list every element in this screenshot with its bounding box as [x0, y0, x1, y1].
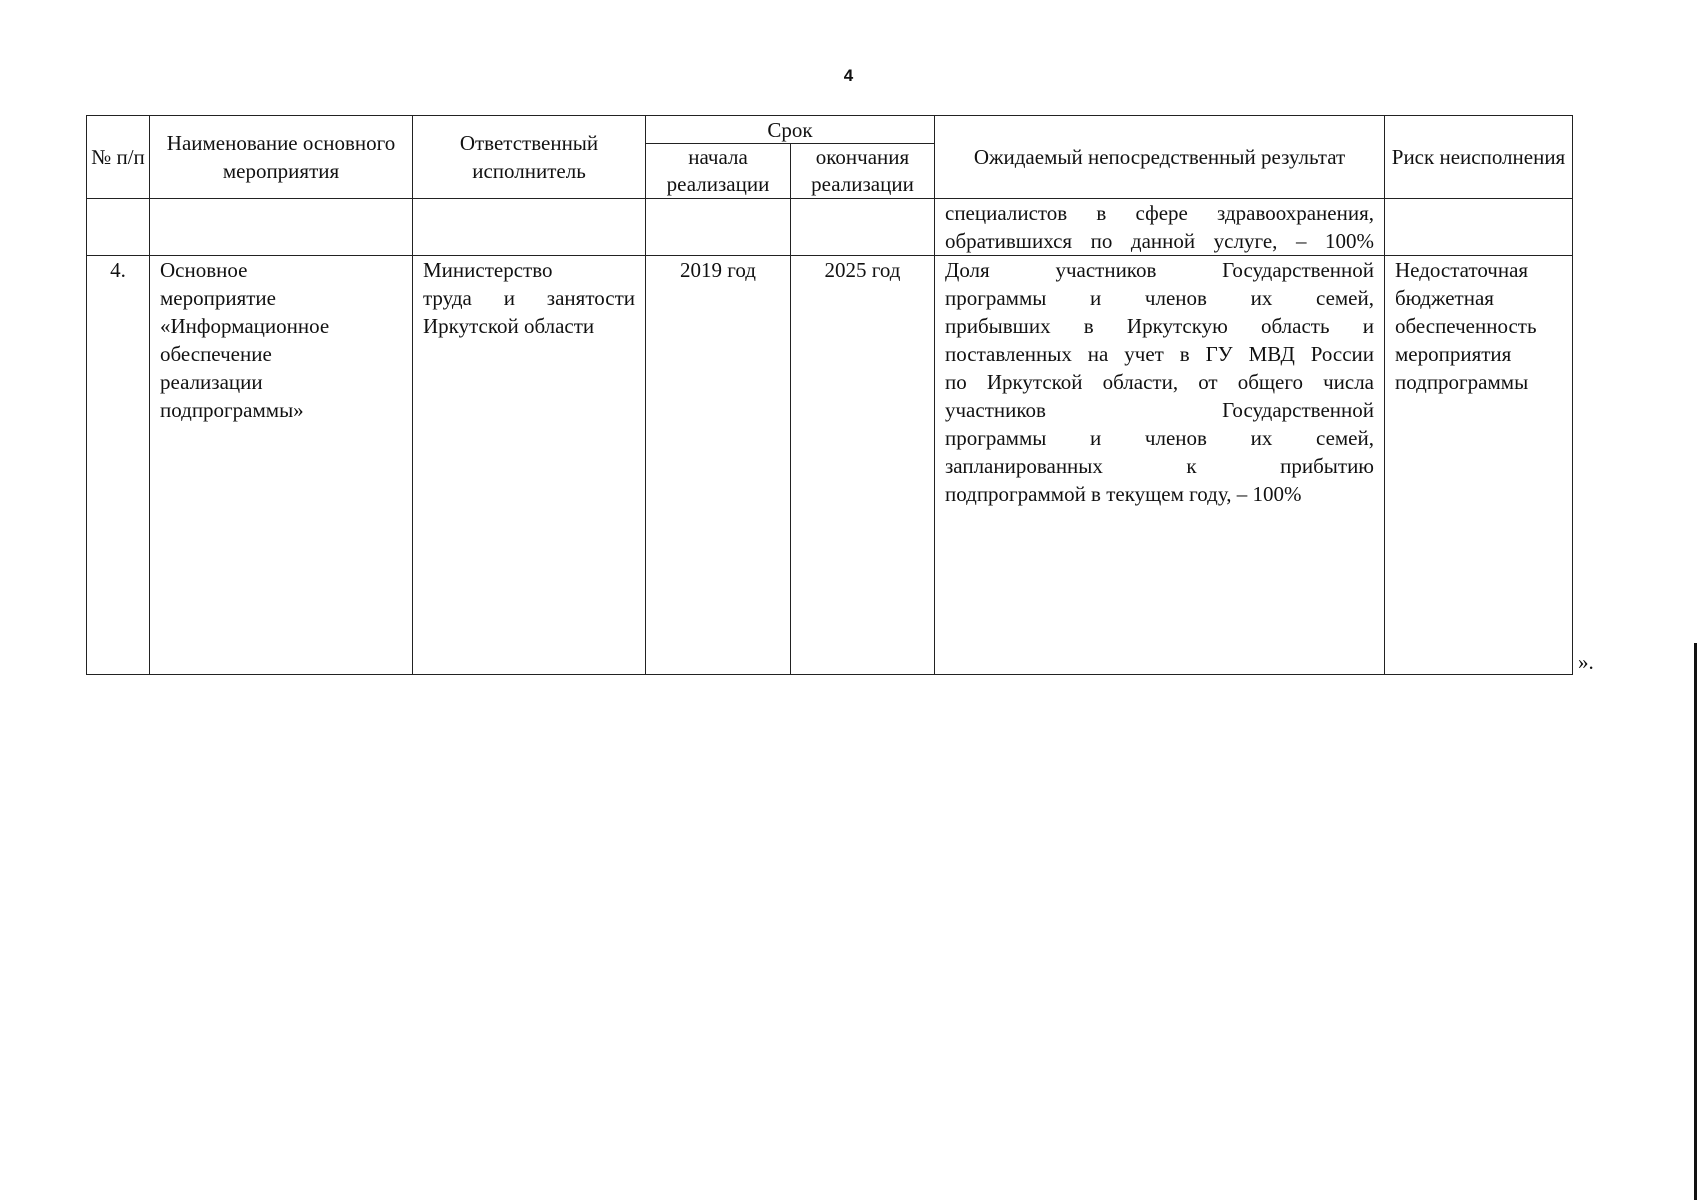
header-result: Ожидаемый непосредственный результат: [935, 116, 1385, 199]
result-line: подпрограммой в текущем году, – 100%: [945, 482, 1302, 506]
risk-line: бюджетная: [1395, 286, 1494, 310]
header-row-top: [87, 116, 1573, 144]
name-line: Основное: [160, 258, 248, 282]
risk-line: Недостаточная: [1395, 258, 1529, 282]
executor-line: Иркутской области: [423, 314, 595, 338]
cell-risk: [1385, 199, 1573, 256]
result-line: прибывших в Иркутскую область и: [945, 314, 1374, 338]
header-term-end: окончания реализации: [791, 144, 935, 199]
result-line: специалистов в сфере здравоохранения,: [945, 201, 1374, 225]
header-risk: Риск неисполнения: [1385, 116, 1573, 199]
result-line: программы и членов их семей,: [945, 286, 1374, 310]
name-line: реализации: [160, 370, 263, 394]
result-line: Доля участников Государственной: [945, 258, 1374, 282]
risk-line: подпрограммы: [1395, 370, 1529, 394]
result-line: участников Государственной: [945, 398, 1374, 422]
header-executor: Ответственный исполнитель: [413, 116, 646, 199]
table-row-continuation: [87, 199, 1573, 256]
cell-executor: [413, 199, 646, 256]
risk-line: обеспеченность: [1395, 314, 1537, 338]
name-line: подпрограммы»: [160, 398, 304, 422]
name-line: обеспечение: [160, 342, 272, 366]
cell-name: [150, 256, 413, 675]
header-term: Срок: [646, 116, 935, 144]
result-line: программы и членов их семей,: [945, 426, 1374, 450]
executor-line: Министерство: [423, 258, 553, 282]
cell-start: [646, 199, 791, 256]
activities-table: [86, 115, 1573, 675]
name-line: «Информационное: [160, 314, 330, 338]
header-name: Наименование основного мероприятия: [150, 116, 413, 199]
cell-num: [87, 199, 150, 256]
result-line: обратившихся по данной услуге, – 100%: [945, 229, 1374, 253]
header-term-start: начала реализации: [646, 144, 791, 199]
table-row-4: [87, 256, 1573, 675]
page-number: 4: [843, 66, 854, 85]
cell-result: [935, 199, 1385, 256]
cell-name: [150, 199, 413, 256]
cell-result: [935, 256, 1385, 675]
result-line: по Иркутской области, от общего числа: [945, 370, 1374, 394]
cell-end: [791, 199, 935, 256]
result-line: запланированных к прибытию: [945, 454, 1374, 478]
cell-start: 2019 год: [646, 256, 791, 675]
cell-risk: [1385, 256, 1573, 675]
result-line: поставленных на учет в ГУ МВД России: [945, 342, 1374, 366]
name-line: мероприятие: [160, 286, 276, 310]
closing-quote-mark: ».: [1578, 650, 1594, 674]
header-num: № п/п: [87, 116, 150, 199]
cell-num: 4.: [87, 256, 150, 675]
risk-line: мероприятия: [1395, 342, 1512, 366]
cell-executor: [413, 256, 646, 675]
cell-end: 2025 год: [791, 256, 935, 675]
executor-line: труда и занятости: [423, 286, 635, 310]
